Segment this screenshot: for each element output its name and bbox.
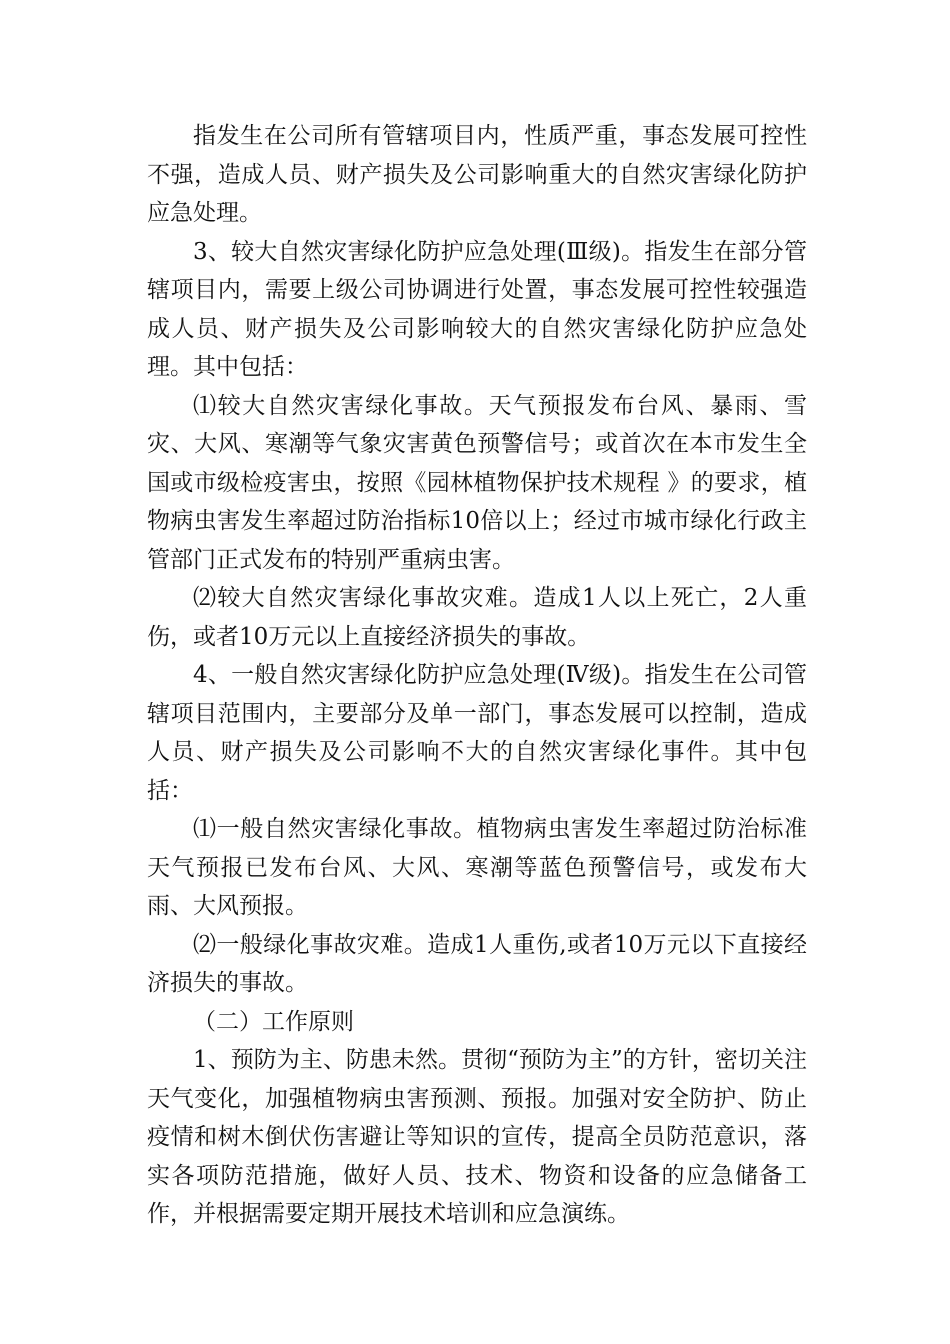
paragraph-level-4-item-1: ⑴一般自然灾害绿化事故。植物病虫害发生率超过防治标准天气预报已发布台风、大风、寒潮等蓝色预警信号，或发布大雨、大风预报。 [147,816,807,919]
section-heading-work-principles: （二）工作原则 [193,1008,354,1035]
paragraph-level-4: 4、一般自然灾害绿化防护应急处理(Ⅳ级)。指发生在公司管辖项目范围内，主要部分及单一部门，事态发展可以控制，造成人员、财产损失及公司影响不大的自然灾害绿化事件。其中包括： [147,662,807,804]
paragraph-level-4-item-2: ⑵一般绿化事故灾难。造成1人重伤,或者10万元以下直接经济损失的事故。 [147,931,807,996]
paragraph-level-3-item-2: ⑵较大自然灾害绿化事故灾难。造成1人以上死亡，2人重伤，或者10万元以上直接经济损失的事故。 [147,585,807,650]
document-body [147,117,807,1234]
paragraph-principle-1: 1、预防为主、防患未然。贯彻“预防为主”的方针，密切关注天气变化，加强植物病虫害预测、预报。加强对安全防护、防止疫情和树木倒伏伤害避让等知识的宣传，提高全员防范意识，落实各项防范措施，做好人员、技术、物资和设备的应急储备工作，并根据需要定期开展技术培训和应急演练。 [147,1047,807,1227]
paragraph-level-3: 3、较大自然灾害绿化防护应急处理(Ⅲ级)。指发生在部分管辖项目内，需要上级公司协调进行处置，事态发展可控性较强造成人员、财产损失及公司影响较大的自然灾害绿化防护应急处理。其中包括： [147,238,807,380]
paragraph-level-3-item-1: ⑴较大自然灾害绿化事故。天气预报发布台风、暴雨、雪灾、大风、寒潮等气象灾害黄色预警信号；或首次在本市发生全国或市级检疫害虫，按照《园林植物保护技术规程 》的要求，植物病虫害发生率超过防治指标10倍以上；经过市城市绿化行政主管部门正式发布的特别严重病虫害。 [147,392,807,573]
paragraph-major-definition: 指发生在公司所有管辖项目内，性质严重，事态发展可控性不强，造成人员、财产损失及公司影响重大的自然灾害绿化防护应急处理。 [147,123,807,226]
